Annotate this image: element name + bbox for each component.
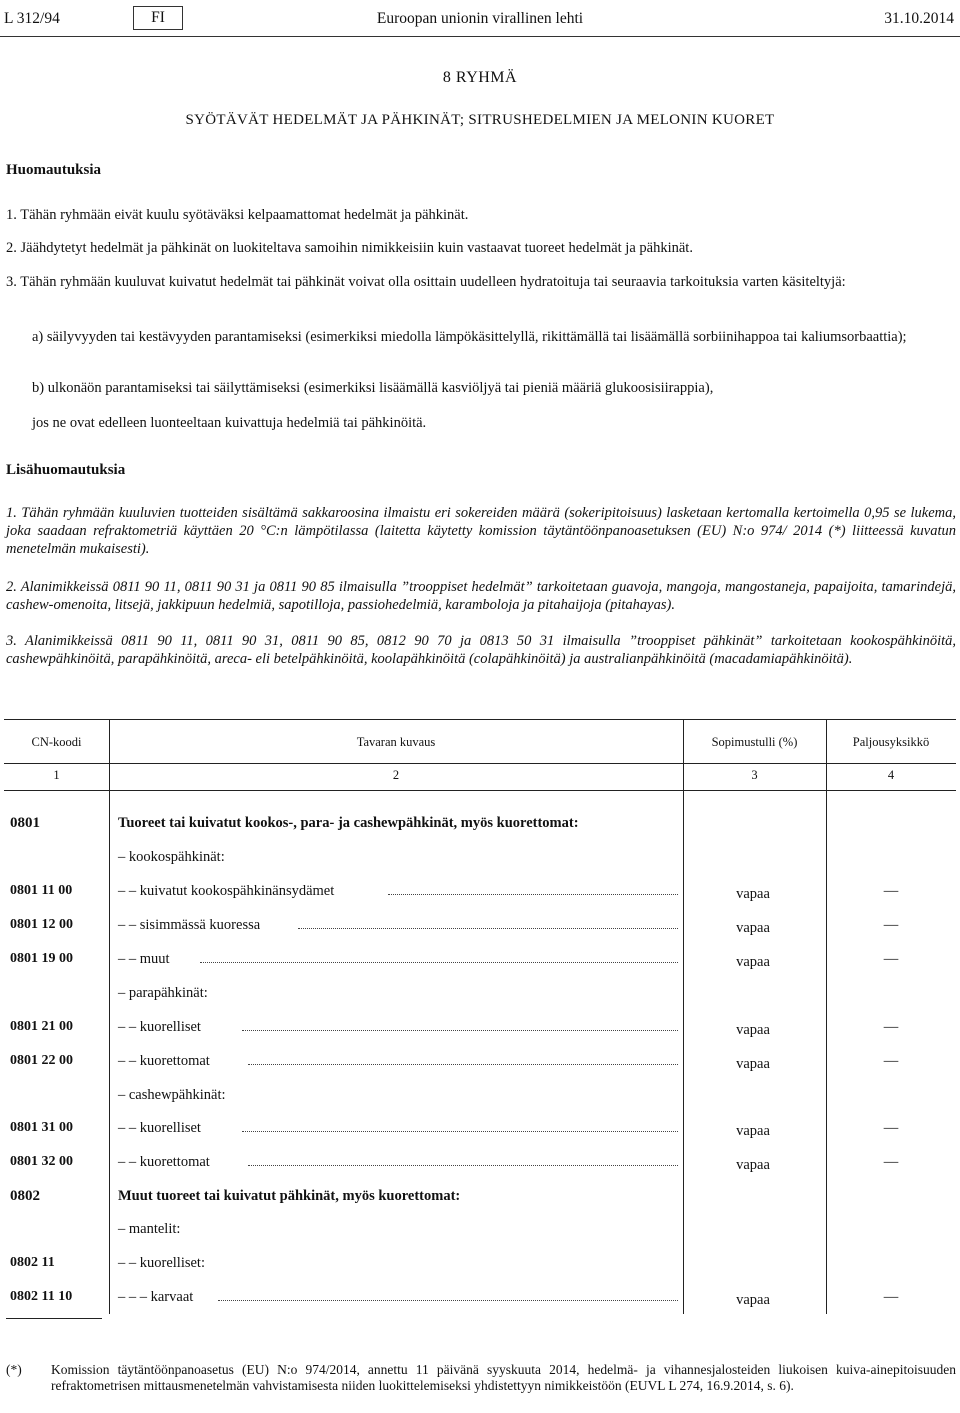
note-3b: b) ulkonäön parantamiseksi tai säilyttämiseksi (esimerkiksi lisäämällä kasviöljyä tai pieniä määriä glukoosisiirappia), xyxy=(32,380,714,396)
table-row-description: – cashewpähkinät: xyxy=(118,1087,226,1103)
note-3c: jos ne ovat edelleen luonteeltaan kuivattuja hedelmiä tai pähkinöitä. xyxy=(32,415,427,431)
note-3: 3. Tähän ryhmään kuuluvat kuivatut hedelmät tai pähkinät voivat olla osittain uudelleen hydratoituja tai seuraavia tarkoituksia varten käsiteltyjä: xyxy=(6,274,846,290)
duty-rate: vapaa xyxy=(736,886,770,902)
table-row-description: – – muut xyxy=(118,951,170,967)
table-row-code: 0801 12 00 xyxy=(10,917,73,932)
unit-value: — xyxy=(883,1053,899,1069)
table-row-code: 0802 11 10 xyxy=(10,1289,73,1304)
table-row-code: 0801 21 00 xyxy=(10,1019,73,1034)
unit-value: — xyxy=(883,917,899,933)
duty-rate: vapaa xyxy=(736,954,770,970)
col-header-unit: Paljousyksikkö xyxy=(852,735,930,749)
dot-leader xyxy=(388,894,678,895)
table-row-code: 0801 xyxy=(10,815,40,831)
table-row-description: – – kuorettomat xyxy=(118,1053,210,1069)
footnote-text: Komission täytäntöönpanoasetus (EU) N:o 974/2014, annettu 11 päivänä syyskuuta 2014, hedelmä- ja vihannesjalosteiden liukoisen kuiva-ainepitoisuuden refraktometrisen mittausmenetelmän vahvistamisesta niiden luokittelemiseksi yhdistettyyn nimikkeistöön (EUVL L 274, 16.9.2014, s. 6). xyxy=(51,1362,956,1393)
group-title: SYÖTÄVÄT HEDELMÄT JA PÄHKINÄT; SITRUSHEDELMIEN JA MELONIN KUORET xyxy=(185,112,775,128)
col-header-duty-rate: Sopimustulli (%) xyxy=(711,735,798,749)
notes-heading: Huomautuksia xyxy=(6,162,102,178)
unit-value: — xyxy=(883,1154,899,1170)
footnote-mark: (*) xyxy=(6,1362,22,1377)
col-number-3: 3 xyxy=(751,768,758,782)
unit-value: — xyxy=(883,1120,899,1136)
dot-leader xyxy=(298,928,678,929)
dot-leader xyxy=(248,1165,678,1166)
additional-note-1: 1. Tähän ryhmään kuuluvien tuotteiden sisältämä sakkaroosina ilmaistu eri sokereiden määrä (sokeripitoisuus) lasketaan kertomalla kertoimella 0,95 se lukema, joka saadaan refraktometriä käyttäen 20 °C:n lämpötilassa (laitetta käytetty komission täytäntöönpanoasetuksen (EU) N:o 974/ 2014 (*) liitteessä kuvatun menetelmän mukaisesti). xyxy=(6,505,956,558)
note-3a: a) säilyvyyden tai kestävyyden parantamiseksi (esimerkiksi miedolla lämpökäsittelyllä, rikittämällä tai lisäämällä sorbiinihappoa tai kaliumsorbaattia); xyxy=(32,329,907,345)
duty-rate: vapaa xyxy=(736,1292,770,1308)
duty-rate: vapaa xyxy=(736,920,770,936)
table-row-code: 0801 32 00 xyxy=(10,1154,73,1169)
duty-rate: vapaa xyxy=(736,1123,770,1139)
col-number-1: 1 xyxy=(53,768,60,782)
col-header-cn-code: CN-koodi xyxy=(31,735,82,749)
note-2: 2. Jäähdytetyt hedelmät ja pähkinät on luokiteltava samoihin nimikkeisiin kuin vastaavat tuoreet hedelmät ja pähkinät. xyxy=(6,240,693,256)
note-1: 1. Tähän ryhmään eivät kuulu syötäväksi kelpaamattomat hedelmät ja pähkinät. xyxy=(6,207,469,223)
col-number-2: 2 xyxy=(392,768,400,782)
publication-date: 31.10.2014 xyxy=(884,10,954,27)
table-row-code: 0801 22 00 xyxy=(10,1053,73,1068)
unit-value: — xyxy=(883,883,899,899)
table-col-divider-3 xyxy=(826,719,827,1314)
table-top-rule xyxy=(4,719,956,720)
table-row-description: – – kuorelliset xyxy=(118,1120,201,1136)
duty-rate: vapaa xyxy=(736,1022,770,1038)
dot-leader xyxy=(248,1064,678,1065)
additional-note-3: 3. Alanimikkeissä 0811 90 11, 0811 90 31, 0811 90 85, 0812 90 70 ja 0813 50 31 ilmaisulla ”trooppiset pähkinät” tarkoitetaan kookospähkinöitä, cashewpähkinöitä, parapähkinöitä, areca- eli betelpähkinöitä, koolapähkinöitä (colapähkinöitä) ja australianpähkinöitä (macadamiapähkinöitä). xyxy=(6,633,956,668)
additional-note-2: 2. Alanimikkeissä 0811 90 11, 0811 90 31 ja 0811 90 85 ilmaisulla ”trooppiset hedelmät” tarkoitetaan guavoja, mangoja, mangostaneja, papaijoita, tamarindejä, cashew-omenoita, litsejä, jakkipuun hedelmiä, sapotilloja, passiohedelmiä, karamboloja ja pitahaijoja (pitahayas). xyxy=(6,579,956,614)
journal-ref: L 312/94 xyxy=(4,10,60,27)
table-header-rule xyxy=(4,763,956,764)
unit-value: — xyxy=(883,1289,899,1305)
table-row-description: – – kuivatut kookospähkinänsydämet xyxy=(118,883,335,899)
dot-leader xyxy=(200,962,678,963)
table-colnum-rule xyxy=(4,790,956,791)
dot-leader xyxy=(242,1030,678,1031)
table-row-description: – – sisimmässä kuoressa xyxy=(118,917,261,933)
table-row-code: 0802 11 xyxy=(10,1255,55,1270)
table-row-code: 0801 31 00 xyxy=(10,1120,73,1135)
table-row-description: – – kuorelliset: xyxy=(118,1255,205,1271)
group-number: 8 RYHMÄ xyxy=(442,69,518,86)
unit-value: — xyxy=(883,1019,899,1035)
table-row-description: Muut tuoreet tai kuivatut pähkinät, myös kuorettomat: xyxy=(118,1188,461,1204)
header-rule xyxy=(0,36,960,37)
duty-rate: vapaa xyxy=(736,1056,770,1072)
journal-title: Euroopan unionin virallinen lehti xyxy=(376,10,584,27)
table-row-description: – – kuorettomat xyxy=(118,1154,210,1170)
table-col-divider-2 xyxy=(683,719,684,1314)
table-row-description: – – – karvaat xyxy=(118,1289,194,1305)
footnote-rule xyxy=(6,1318,102,1319)
additional-notes-heading: Lisähuomautuksia xyxy=(6,462,126,478)
dot-leader xyxy=(242,1131,678,1132)
dot-leader xyxy=(218,1300,678,1301)
table-row-description: – – kuorelliset xyxy=(118,1019,201,1035)
table-row-description: – mantelit: xyxy=(118,1221,181,1237)
col-header-description: Tavaran kuvaus xyxy=(356,735,436,749)
table-row-code: 0801 11 00 xyxy=(10,883,73,898)
table-col-divider-1 xyxy=(109,719,110,1314)
page-header xyxy=(0,6,960,30)
table-row-description: Tuoreet tai kuivatut kookos-, para- ja cashewpähkinät, myös kuorettomat: xyxy=(118,815,579,831)
unit-value: — xyxy=(883,951,899,967)
table-row-code: 0801 19 00 xyxy=(10,951,73,966)
table-row-description: – parapähkinät: xyxy=(118,985,208,1001)
col-number-4: 4 xyxy=(887,768,895,782)
table-row-code: 0802 xyxy=(10,1188,40,1204)
table-row-description: – kookospähkinät: xyxy=(118,849,225,865)
language-code-box: FI xyxy=(133,6,183,30)
duty-rate: vapaa xyxy=(736,1157,770,1173)
